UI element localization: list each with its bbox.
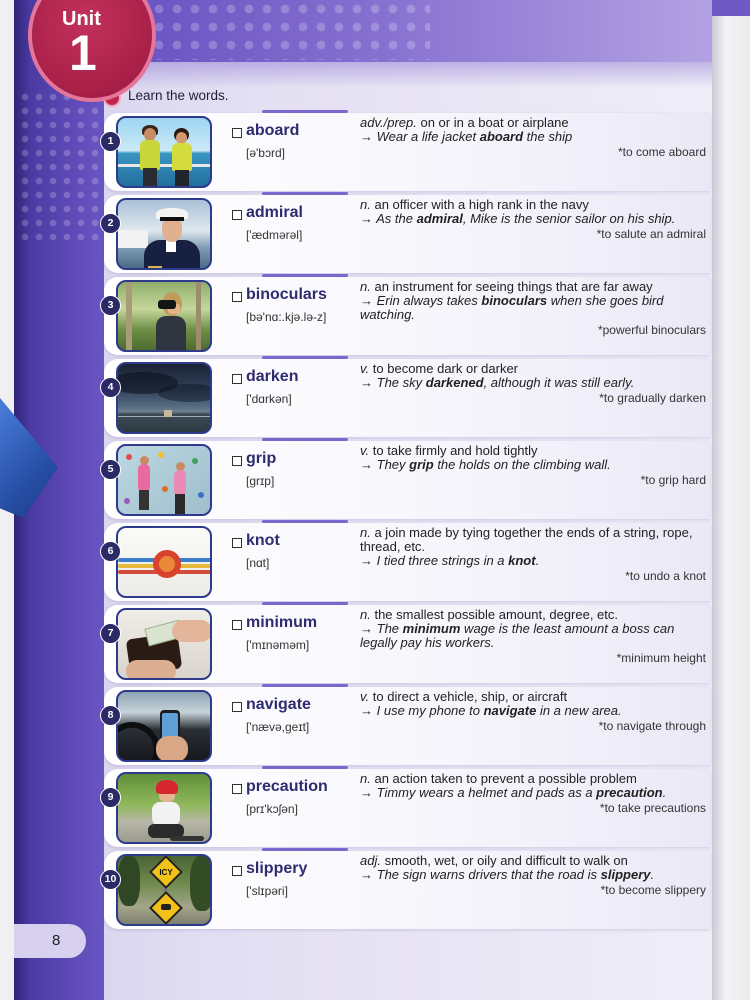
definition-text: to take firmly and hold tightly <box>372 443 538 458</box>
word-entry <box>104 113 710 191</box>
entry-text <box>360 444 706 487</box>
phonetic: ['mɪnəməm] <box>246 638 310 652</box>
example-text: , Mike is the senior sailor on his ship. <box>462 211 676 226</box>
life-jacket-shape <box>172 143 192 171</box>
next-page-top-strip <box>712 0 750 16</box>
vocab-word: aboard <box>246 122 300 139</box>
page-number-tab <box>14 924 86 958</box>
word-tab-line <box>262 356 348 359</box>
collocation: *powerful binoculars <box>597 323 706 337</box>
part-of-speech: v. <box>360 443 370 458</box>
word-entry <box>104 277 710 355</box>
steering-wheel-shape <box>116 722 160 762</box>
entry-number: 9 <box>100 787 121 808</box>
example-text: . <box>535 553 540 568</box>
word-entry <box>104 769 710 847</box>
photo-admiral <box>116 198 212 270</box>
shirt-shape <box>152 802 180 826</box>
arrow-icon: → <box>360 375 373 390</box>
word-tab-line <box>262 848 348 851</box>
definition-text: an officer with a high rank in the navy <box>374 197 589 212</box>
entry-text <box>360 608 706 665</box>
example-keyword: binoculars <box>481 293 548 308</box>
definition <box>360 362 706 376</box>
example-keyword: navigate <box>483 703 537 718</box>
entry-number: 8 <box>100 705 121 726</box>
ship-shape <box>118 230 148 248</box>
word-entry <box>104 605 710 683</box>
entry-number: 6 <box>100 541 121 562</box>
entry-number: 10 <box>100 869 121 890</box>
definition-text: on or in a boat or airplane <box>420 115 569 130</box>
word-tab-line <box>262 274 348 277</box>
vocab-word: admiral <box>246 204 303 221</box>
phonetic: ['ædmərəl] <box>246 228 303 242</box>
part-of-speech: v. <box>360 689 370 704</box>
arrow-icon: → <box>360 457 373 472</box>
example-text: Wear a life jacket <box>376 129 480 144</box>
photo-precaution <box>116 772 212 844</box>
example-text: the holds on the climbing wall. <box>433 457 611 472</box>
phonetic: [ə'bɔrd] <box>246 146 285 160</box>
entry-text <box>360 772 706 815</box>
word-tab-line <box>262 110 348 113</box>
arrow-icon: → <box>360 785 373 800</box>
part-of-speech: n. <box>360 771 371 786</box>
phonetic: [grɪp] <box>246 474 275 488</box>
definition-text: a join made by tying together the ends of a string, rope, thread, etc. <box>360 525 693 554</box>
photo-grip <box>116 444 212 516</box>
vocab-word: navigate <box>246 696 311 713</box>
collocation: *to take precautions <box>599 801 706 815</box>
checkbox-icon <box>232 374 242 384</box>
collocation: *to salute an admiral <box>596 227 706 241</box>
photo-minimum <box>116 608 212 680</box>
example-keyword: aboard <box>479 129 524 144</box>
entry-text <box>360 198 706 241</box>
photo-aboard <box>116 116 212 188</box>
building-shape <box>164 410 172 417</box>
example-text: . <box>650 867 655 882</box>
next-page-edge <box>712 0 750 1000</box>
vocab-word: grip <box>246 450 277 467</box>
example-sentence <box>360 294 706 322</box>
life-jacket-shape <box>140 140 160 170</box>
collocation: *to grip hard <box>640 473 706 487</box>
tree-trunk-shape <box>126 282 132 352</box>
example-text: I tied three strings in a <box>376 553 509 568</box>
part-of-speech: adj. <box>360 853 381 868</box>
definition-text: the smallest possible amount, degree, etc. <box>374 607 618 622</box>
tree-shape <box>190 856 212 911</box>
photo-binoculars <box>116 280 212 352</box>
entry-text <box>360 526 706 583</box>
example-sentence <box>360 868 706 882</box>
climber-shape <box>138 464 150 492</box>
phonetic: ['nævə,geɪt] <box>246 720 310 734</box>
vocab-word: knot <box>246 532 280 549</box>
checkbox-icon <box>232 538 242 548</box>
example-text: As the <box>376 211 417 226</box>
ship-railing <box>118 164 212 167</box>
word-entry <box>104 195 710 273</box>
part-of-speech: n. <box>360 279 371 294</box>
climbing-hold-shape <box>126 454 132 460</box>
definition-text: to direct a vehicle, ship, or aircraft <box>372 689 568 704</box>
definition <box>360 116 706 130</box>
climbing-hold-shape <box>192 458 198 464</box>
banner-fade <box>104 62 712 88</box>
checkbox-icon <box>232 128 242 138</box>
photo-slippery <box>116 854 212 926</box>
section-title: Learn the words. <box>128 88 229 103</box>
example-text: The sky <box>376 375 426 390</box>
cap-brim-shape <box>160 217 184 221</box>
example-text: The sign warns drivers that the road is <box>376 867 601 882</box>
vocab-word: binoculars <box>246 286 327 303</box>
climbing-hold-shape <box>124 498 130 504</box>
phonetic: [nɑt] <box>246 556 270 570</box>
example-keyword: slippery <box>600 867 651 882</box>
entry-text <box>360 116 706 159</box>
example-sentence <box>360 786 706 800</box>
checkbox-icon <box>232 866 242 876</box>
example-sentence <box>360 554 706 568</box>
vocab-word: precaution <box>246 778 328 795</box>
definition <box>360 280 706 294</box>
example-text: the ship <box>523 129 573 144</box>
example-sentence <box>360 130 706 144</box>
definition <box>360 198 706 212</box>
example-keyword: grip <box>409 457 434 472</box>
legs-shape <box>143 168 157 188</box>
example-text: Timmy wears a helmet and pads as a <box>376 785 597 800</box>
example-text: I use my phone to <box>376 703 484 718</box>
tree-shape <box>118 856 140 906</box>
entry-number: 7 <box>100 623 121 644</box>
hand-shape <box>126 660 176 680</box>
entry-text <box>360 280 706 337</box>
example-text: , although it was still early. <box>483 375 635 390</box>
legs-shape <box>175 170 189 188</box>
collocation: *to come aboard <box>617 145 706 159</box>
checkbox-icon <box>232 210 242 220</box>
part-of-speech: v. <box>360 361 370 376</box>
word-entry <box>104 523 710 601</box>
example-keyword: knot <box>508 553 536 568</box>
example-text: The <box>376 621 403 636</box>
tree-trunk-shape <box>196 282 201 352</box>
definition-text: an action taken to prevent a possible problem <box>374 771 637 786</box>
example-text: Erin always takes <box>376 293 482 308</box>
word-tab-line <box>262 766 348 769</box>
entry-number: 2 <box>100 213 121 234</box>
part-of-speech: n. <box>360 607 371 622</box>
vocab-word: slippery <box>246 860 308 877</box>
example-keyword: darkened <box>425 375 484 390</box>
definition <box>360 690 706 704</box>
arrow-icon: → <box>360 621 373 636</box>
word-entry <box>104 851 710 929</box>
word-tab-line <box>262 684 348 687</box>
unit-label: Unit <box>62 8 101 30</box>
phonetic: [prɪ'kɔʃən] <box>246 802 298 816</box>
definition-text: to become dark or darker <box>372 361 519 376</box>
part-of-speech: n. <box>360 197 371 212</box>
word-entry <box>104 441 710 519</box>
gold-stripe-shape <box>148 266 162 268</box>
hand-shape <box>156 736 188 762</box>
climbing-hold-shape <box>162 486 168 492</box>
collocation: *to gradually darken <box>599 391 706 405</box>
example-text: They <box>376 457 410 472</box>
word-tab-line <box>262 438 348 441</box>
sign-text: ICY <box>159 868 173 877</box>
example-sentence <box>360 376 706 390</box>
example-text: in a new area. <box>536 703 622 718</box>
example-keyword: minimum <box>402 621 461 636</box>
checkbox-icon <box>232 784 242 794</box>
climbing-hold-shape <box>198 492 204 498</box>
entry-number: 4 <box>100 377 121 398</box>
example-sentence <box>360 458 706 472</box>
definition <box>360 444 706 458</box>
word-tab-line <box>262 602 348 605</box>
definition <box>360 772 706 786</box>
word-tab-line <box>262 520 348 523</box>
example-sentence <box>360 704 706 718</box>
banner-dot-pattern <box>150 0 430 60</box>
example-text: when she goes bird watching. <box>360 293 664 322</box>
example-keyword: admiral <box>416 211 463 226</box>
word-entry <box>104 687 710 765</box>
jacket-shape <box>156 316 186 352</box>
arrow-icon: → <box>360 129 373 144</box>
arrow-icon: → <box>360 293 373 308</box>
definition-text: an instrument for seeing things that are far away <box>374 279 653 294</box>
dot-pattern <box>18 90 102 240</box>
entry-number: 1 <box>100 131 121 152</box>
skateboard-shape <box>170 836 204 841</box>
page-number: 8 <box>52 932 61 949</box>
arrow-icon: → <box>360 703 373 718</box>
collocation: *minimum height <box>616 651 706 665</box>
example-sentence <box>360 622 706 650</box>
part-of-speech: n. <box>360 525 371 540</box>
photo-knot <box>116 526 212 598</box>
entry-text <box>360 690 706 733</box>
car-symbol-shape <box>161 904 171 910</box>
legs-shape <box>139 490 149 510</box>
entry-number: 3 <box>100 295 121 316</box>
phonetic: [bə'nɑ:.kjə.lə-z] <box>246 310 327 324</box>
part-of-speech: adv./prep. <box>360 115 417 130</box>
photo-darken <box>116 362 212 434</box>
legs-shape <box>175 494 185 514</box>
example-text: . <box>662 785 667 800</box>
example-text: wage is the least amount a boss can legally pay his workers. <box>360 621 675 650</box>
binoculars-shape <box>158 300 176 309</box>
checkbox-icon <box>232 620 242 630</box>
checkbox-icon <box>232 702 242 712</box>
climber-shape <box>174 470 186 496</box>
definition <box>360 608 706 622</box>
unit-number: 1 <box>69 25 97 81</box>
example-sentence <box>360 212 706 226</box>
entry-text <box>360 854 706 897</box>
collocation: *to become slippery <box>600 883 706 897</box>
arrow-icon: → <box>360 211 373 226</box>
photo-navigate <box>116 690 212 762</box>
climbing-hold-shape <box>158 452 164 458</box>
definition <box>360 854 706 868</box>
checkbox-icon <box>232 292 242 302</box>
vocab-word: darken <box>246 368 299 385</box>
word-entry <box>104 359 710 437</box>
phonetic: ['slɪpəri] <box>246 884 288 898</box>
entry-text <box>360 362 706 405</box>
hand-shape <box>172 620 212 642</box>
definition-text: smooth, wet, or oily and difficult to walk on <box>384 853 628 868</box>
vocab-word: minimum <box>246 614 318 631</box>
word-tab-line <box>262 192 348 195</box>
collocation: *to navigate through <box>598 719 706 733</box>
checkbox-icon <box>232 456 242 466</box>
knot-shape <box>153 550 181 578</box>
entry-number: 5 <box>100 459 121 480</box>
definition <box>360 526 706 554</box>
example-keyword: precaution <box>596 785 663 800</box>
collocation: *to undo a knot <box>625 569 706 583</box>
helmet-shape <box>156 780 178 794</box>
arrow-icon: → <box>360 553 373 568</box>
phonetic: ['dɑrkən] <box>246 392 292 406</box>
arrow-icon: → <box>360 867 373 882</box>
storm-cloud-shape <box>158 384 212 402</box>
